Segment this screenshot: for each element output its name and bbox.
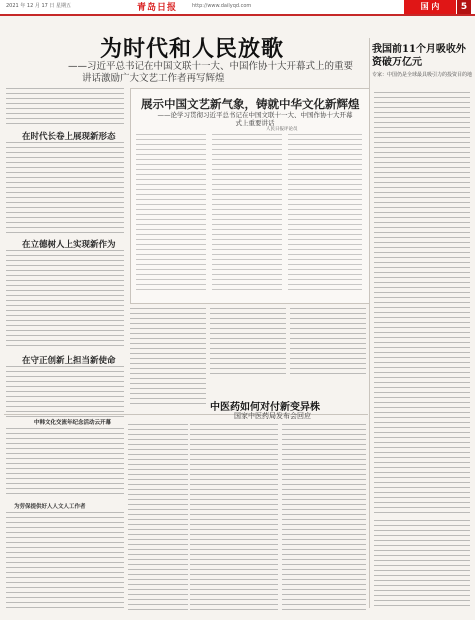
text-block <box>6 250 124 350</box>
masthead <box>0 0 475 16</box>
commentary-subtitle: ——论学习贯彻习近平总书记在中国文联十一大、中国作协十大开幕式上重要讲话 <box>157 111 353 127</box>
text-block <box>374 92 470 514</box>
text-block <box>136 134 206 294</box>
text-block <box>290 308 366 378</box>
text-block <box>130 308 206 408</box>
date-line: 2021 年 12 月 17 日 星期五 <box>6 3 71 9</box>
mid-headline: 中医药如何对付新变异株 <box>210 402 320 413</box>
text-block <box>210 308 286 378</box>
column-rule <box>369 38 370 608</box>
commentary-byline: 人民日报评论员 <box>266 127 298 132</box>
website-url[interactable]: http://www.dailyqd.com <box>192 3 252 9</box>
text-block <box>282 424 366 610</box>
main-headline: 为时代和人民放歌 <box>100 36 285 62</box>
text-block <box>128 424 188 610</box>
section-title-3: 在守正创新上担当新使命 <box>22 356 116 366</box>
mid-subhead: 国家中医药局发布会回应 <box>234 412 311 420</box>
main-subhead-1: ——习近平总书记在中国文联十一大、中国作协十大开幕式上的重要 <box>68 61 354 72</box>
bottom-left-headline: 中韩文化交流年纪念活动云开幕 <box>34 420 112 426</box>
text-block <box>374 520 470 610</box>
page-number: 5 <box>457 0 471 14</box>
text-block <box>212 134 282 294</box>
section-divider <box>4 414 368 415</box>
section-title-1: 在时代长卷上展现新形态 <box>22 132 116 142</box>
text-block <box>190 424 278 610</box>
text-block <box>6 512 124 610</box>
right-headline: 我国前11个月吸收外资破万亿元 <box>372 44 466 68</box>
text-block <box>6 428 124 498</box>
newspaper-logo: 青岛日报 <box>137 3 178 13</box>
bottom-left-subhead: 为劳保提供好人人文人工作者 <box>14 504 86 510</box>
text-block <box>288 134 362 294</box>
text-block <box>6 88 124 126</box>
section-title-2: 在立德树人上实现新作为 <box>22 240 116 250</box>
commentary-title: 展示中国文艺新气象，铸就中华文化新辉煌 <box>141 97 360 111</box>
text-block <box>6 366 124 418</box>
text-block <box>6 142 124 234</box>
main-subhead-2: 讲话激励广大文艺工作者再写辉煌 <box>82 73 225 84</box>
section-badge: 国 内 <box>404 0 456 14</box>
right-subhead: 专家：中国仍是全球最具吸引力的投资目的地 <box>372 72 473 78</box>
